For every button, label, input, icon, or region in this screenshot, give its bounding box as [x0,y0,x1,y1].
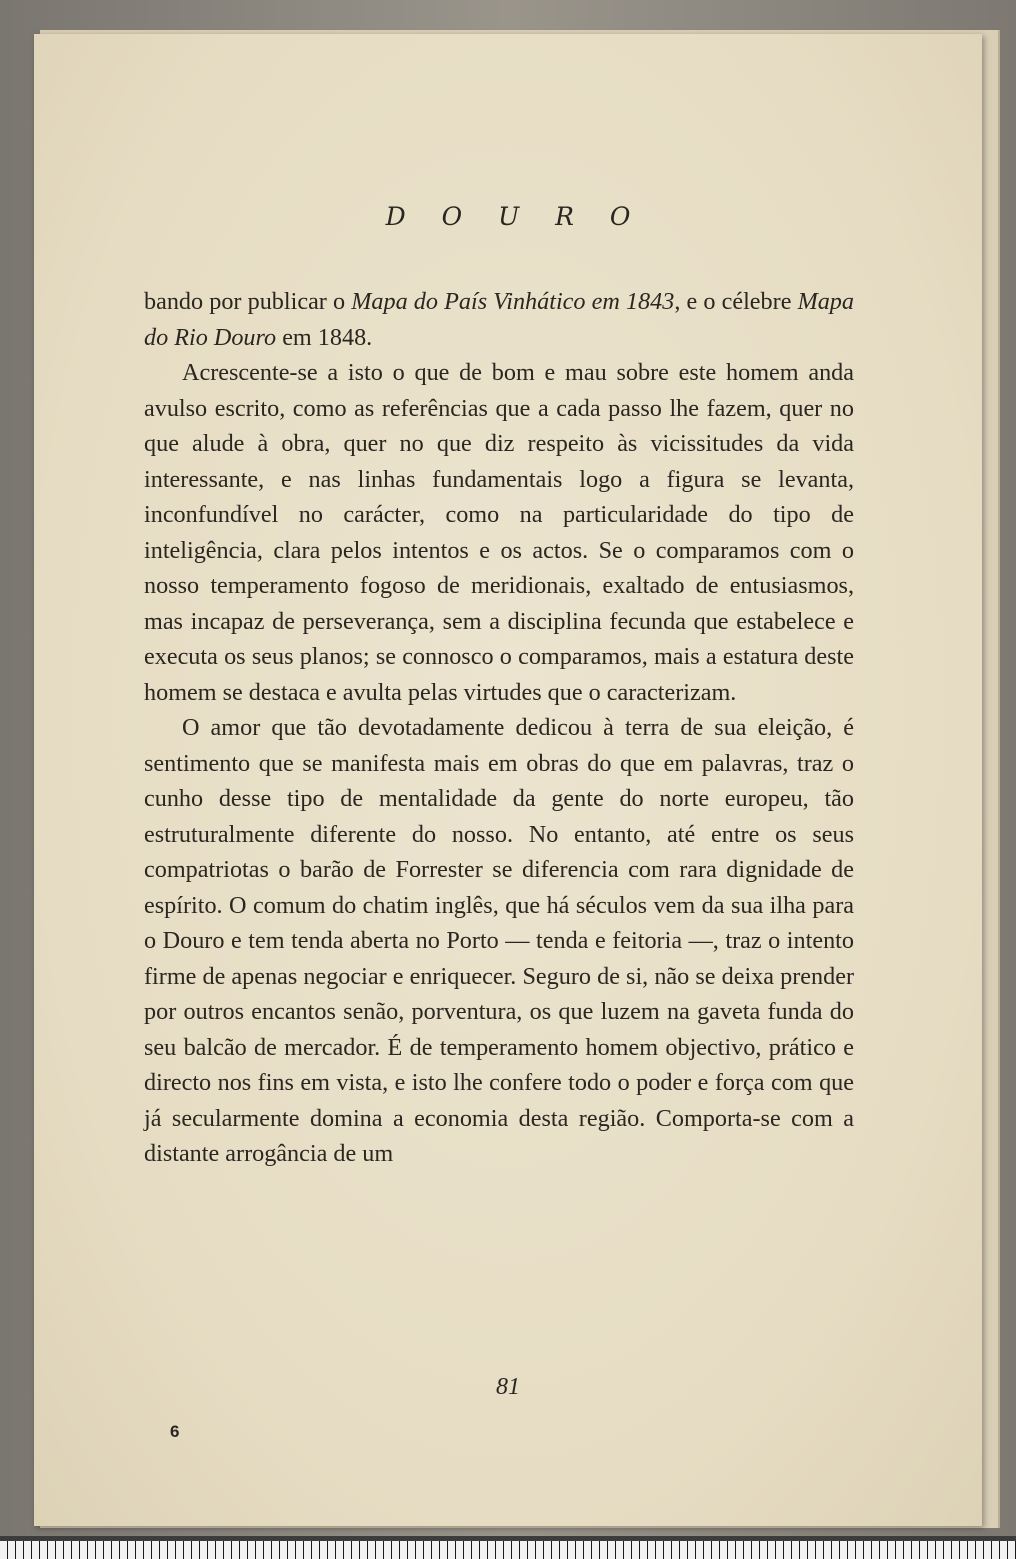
scale-ruler [0,1541,1016,1559]
italic-title: Mapa do Rio Douro [144,288,854,351]
text-run: O amor que tão devotadamente dedicou à terra de sua eleição, é sentimento que se manifesta mais em obras do que em palavras, traz o cunho desse tipo de mentalidade da gente do norte europeu, tão estruturalmente diferente do nosso. No entanto, até entre os seus compatriotas o barão de Forrester se diferencia com rara dignidade de espírito. O comum do chatim inglês, que há séculos vem da sua ilha para o Douro e tem tenda aberta no Porto — tenda e feitoria —, traz o intento firme de apenas negociar e enriquecer. Seguro de si, não se deixa prender por outros encantos senão, porventura, os que luzem na gaveta funda do seu balcão de mercador. É de temperamento homem objectivo, prático e directo nos fins em vista, e isto lhe confere todo o poder e força com que já secularmente domina a economia desta região. Comporta-se com a distante arrogância de um [144,714,854,1167]
text-run: Acrescente-se a isto o que de bom e mau sobre este homem anda avulso escrito, como as referências que a cada passo lhe fazem, quer no que alude à obra, quer no que diz respeito às vicissitudes da vida interessante, e nas linhas fundamentais logo a figura se levanta, inconfundível no carácter, como na particularidade do tipo de inteligência, clara pelos intentos e os actos. Se o comparamos com o nosso temperamento fogoso de meridionais, exaltado de entusiasmos, mas incapaz de perseverança, sem a disciplina fecunda que estabelece e executa os seus planos; se connosco o comparamos, mais a estatura deste homem se destaca e avulta pelas virtudes que o caracterizam. [144,359,854,706]
signature-mark: 6 [170,1422,180,1441]
body-text [144,284,854,1172]
book-page [34,34,982,1526]
text-run: , e o célebre [674,288,798,315]
paragraph [144,710,854,1172]
text-run: em 1848. [276,323,373,351]
italic-title: Mapa do País Vinhático em 1843 [351,288,675,315]
page-number: 81 [496,1374,520,1400]
text-run: bando por publicar o [144,288,352,315]
running-head: D O U R O [385,202,645,231]
paragraph [144,355,854,710]
paragraph [144,284,854,355]
